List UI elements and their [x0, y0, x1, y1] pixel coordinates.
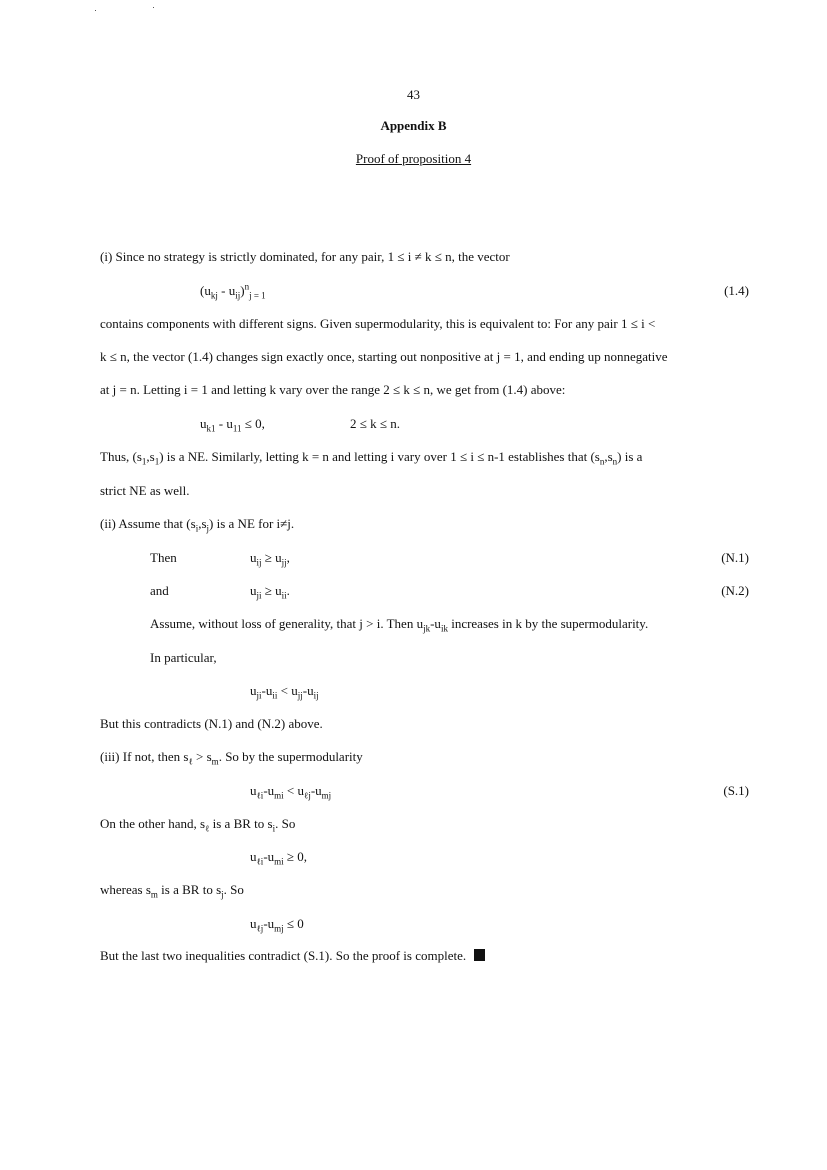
scan-speck: [95, 10, 96, 11]
paragraph-line: contains components with different signs. Given supermodularity, this is equivalent to: For any pair 1 ≤ i <: [100, 316, 656, 331]
equation-label: (N.1): [721, 550, 749, 565]
page-number: 43: [407, 87, 420, 102]
equation-lead: and: [150, 583, 169, 598]
equation-1-4: $(u_{kj} - u_{ij})^n_{j = 1}$: [200, 281, 266, 301]
paragraph-line: But the last two inequalities contradict (S.1). So the proof is complete.: [100, 948, 485, 964]
paragraph-line: (ii) Assume that $(s_i,s_j)$ is a NE for i≠j.: [100, 516, 295, 534]
paragraph-line: whereas $s_m$ is a BR to $s_j$. So: [100, 882, 244, 900]
paragraph-line: But this contradicts (N.1) and (N.2) above.: [100, 716, 323, 731]
paragraph-line: k ≤ n, the vector (1.4) changes sign exactly once, starting out nonpositive at j = 1, and ending up nonnegative: [100, 349, 668, 364]
scan-speck: [153, 7, 154, 8]
equation-inequality: $u_{k1} - u_{11} \le 0$,: [200, 416, 265, 434]
paragraph-line: (i) Since no strategy is strictly dominated, for any pair, 1 ≤ i ≠ k ≤ n, the vector: [100, 249, 510, 264]
paragraph-line: strict NE as well.: [100, 483, 190, 498]
equation-label: (N.2): [721, 583, 749, 598]
paragraph-line: In particular,: [150, 650, 217, 665]
paragraph-line: Assume, without loss of generality, that j > i. Then $u_{jk}-u_{ik}$ increases in k by the supermodularity.: [150, 616, 649, 634]
appendix-title: Appendix B: [380, 118, 447, 133]
equation-label: (1.4): [724, 283, 749, 298]
equation-range: 2 ≤ k ≤ n.: [350, 416, 401, 431]
equation-s1: $u_{\ell i}-u_{mi} < u_{\ell j}-u_{mj}$: [250, 783, 332, 801]
equation-br-1: $u_{\ell i}-u_{mi} \ge 0$,: [250, 849, 308, 867]
qed-square-icon: [474, 949, 485, 961]
proof-title: Proof of proposition 4: [355, 151, 472, 166]
equation-br-2: $u_{\ell j}-u_{mj} \le 0$: [250, 916, 304, 934]
paragraph-line: Thus, $(s_1,s_1)$ is a NE. Similarly, letting k = n and letting i vary over 1 ≤ i ≤ n-1 establishes that $(s_n,s_n)$ is a: [100, 449, 643, 467]
paragraph-line: On the other hand, $s_\ell$ is a BR to $s_i$. So: [100, 816, 296, 834]
equation-label: (S.1): [723, 783, 749, 798]
paragraph-line: at j = n. Letting i = 1 and letting k vary over the range 2 ≤ k ≤ n, we get from (1.4) above:: [100, 382, 566, 397]
equation-lead: Then: [150, 550, 177, 565]
equation-n1: $u_{ij} \ge u_{jj}$,: [250, 550, 290, 568]
equation-n2: $u_{ji} \ge u_{ii}$.: [250, 583, 290, 601]
paragraph-line: (iii) If not, then $s_\ell > s_m$. So by the supermodularity: [100, 749, 363, 767]
equation-particular: $u_{ji}-u_{ii} < u_{jj}-u_{ij}$: [250, 683, 319, 701]
